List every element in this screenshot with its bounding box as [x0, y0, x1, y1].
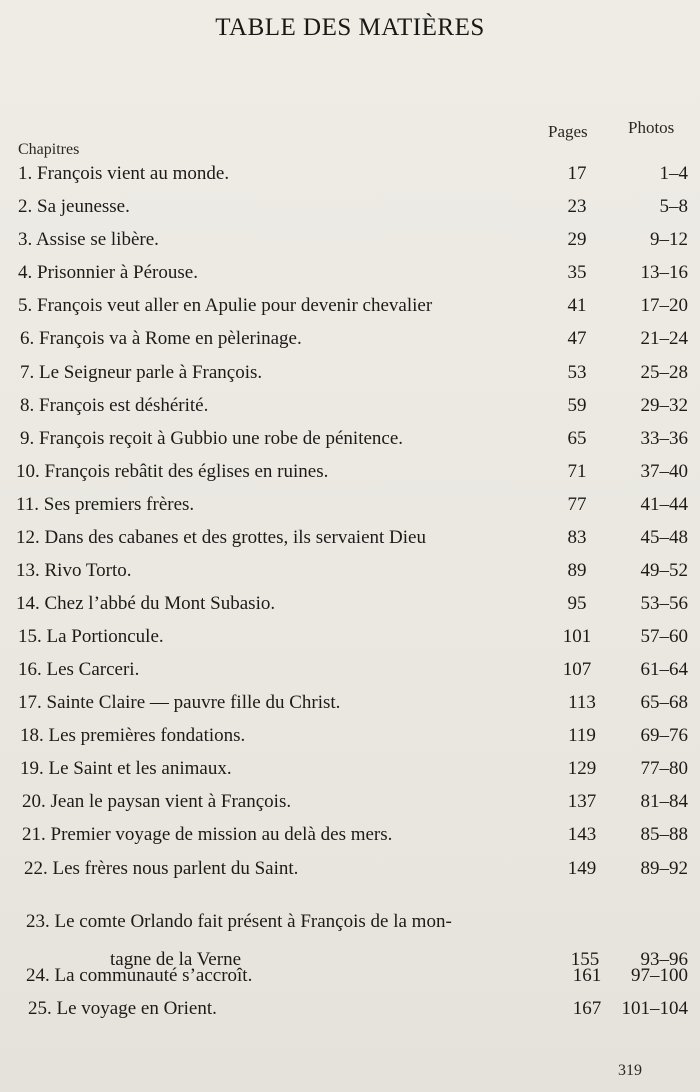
photos-ref: 97–100	[631, 965, 688, 986]
page-ref: 101	[562, 626, 592, 647]
chapter-title	[18, 659, 139, 681]
chapter-title	[18, 692, 340, 714]
chapter-number: 5.	[18, 295, 33, 316]
chapter-title	[20, 428, 403, 450]
chapter-text: Le voyage en Orient.	[56, 998, 217, 1019]
toc-entry	[0, 593, 700, 623]
photos-ref: 17–20	[640, 295, 688, 316]
chapter-title	[16, 494, 194, 516]
chapter-title	[18, 229, 159, 251]
photos-ref: 85–88	[640, 824, 688, 845]
page-ref: 53	[567, 362, 587, 383]
chapter-title	[20, 362, 262, 384]
toc-entry	[0, 428, 700, 458]
page-ref: 23	[567, 196, 587, 217]
chapter-title	[18, 262, 198, 284]
page-ref: 137	[567, 791, 597, 812]
photos-ref: 21–24	[640, 328, 688, 349]
chapter-text: Jean le paysan vient à François.	[50, 791, 292, 812]
page-ref: 35	[567, 262, 587, 283]
chapter-number: 10.	[16, 461, 40, 482]
page-ref: 83	[567, 527, 587, 548]
page-title: TABLE DES MATIÈRES	[215, 14, 485, 41]
chapter-number: 16.	[18, 659, 42, 680]
chapter-number: 7.	[20, 362, 35, 383]
chapter-number: 12.	[16, 527, 40, 548]
page-ref: 107	[562, 659, 592, 680]
toc-entry	[0, 626, 700, 656]
chapter-text: Les premières fondations.	[48, 725, 246, 746]
photos-ref: 45–48	[640, 527, 688, 548]
chapter-title	[18, 626, 164, 648]
chapter-title	[24, 858, 298, 880]
chapter-number: 24.	[26, 965, 50, 986]
page-ref: 167	[572, 998, 602, 1019]
chapter-number: 9.	[20, 428, 35, 449]
photos-ref: 49–52	[640, 560, 688, 581]
chapter-title	[16, 593, 275, 615]
toc-entry	[0, 395, 700, 425]
header-pages: Pages	[548, 122, 588, 141]
chapter-text: Le Seigneur parle à François.	[39, 362, 263, 383]
page-ref: 77	[567, 494, 587, 515]
chapter-title	[20, 328, 302, 350]
toc-entry	[0, 998, 700, 1028]
chapter-text: La communauté s’accroît.	[54, 965, 253, 986]
chapter-text: Sa jeunesse.	[37, 196, 130, 217]
toc-entry	[0, 163, 700, 193]
chapter-title	[26, 965, 252, 987]
page-ref: 113	[568, 692, 596, 713]
chapter-text: Premier voyage de mission au delà des mers.	[50, 824, 393, 845]
chapter-title	[16, 560, 132, 582]
page-ref: 119	[568, 725, 596, 746]
chapter-text: Le comte Orlando fait présent à François de la mon-	[54, 911, 452, 932]
chapter-number: 25.	[28, 998, 52, 1019]
chapter-text: Assise se libère.	[35, 229, 159, 250]
toc-entry	[0, 295, 700, 325]
page-ref: 29	[567, 229, 587, 250]
page-ref: 41	[567, 295, 587, 316]
chapter-title	[22, 824, 392, 846]
chapter-number: 2.	[18, 196, 33, 217]
page-ref: 95	[567, 593, 587, 614]
chapter-title	[20, 758, 232, 780]
chapter-text: François vient au monde.	[37, 163, 230, 184]
chapter-text: Rivo Torto.	[44, 560, 132, 581]
photos-ref: 101–104	[621, 998, 688, 1019]
photos-ref: 89–92	[640, 858, 688, 879]
chapter-text: Prisonnier à Pérouse.	[37, 262, 198, 283]
page-ref: 89	[567, 560, 587, 581]
photos-ref: 41–44	[640, 494, 688, 515]
page-ref: 65	[567, 428, 587, 449]
toc-entry	[0, 328, 700, 358]
chapter-number: 15.	[18, 626, 42, 647]
photos-ref: 77–80	[640, 758, 688, 779]
chapter-number: 8.	[20, 395, 35, 416]
chapter-title	[22, 791, 291, 813]
chapter-title	[20, 725, 245, 747]
toc-entry	[0, 229, 700, 259]
chapter-text: Le Saint et les animaux.	[48, 758, 232, 779]
chapter-text-continuation: tagne de la Verne	[110, 949, 242, 970]
photos-ref: 65–68	[640, 692, 688, 713]
page-ref: 47	[567, 328, 587, 349]
toc-entry	[0, 362, 700, 392]
toc-entry	[0, 758, 700, 788]
chapter-title	[18, 163, 229, 185]
toc-entry	[0, 527, 700, 557]
photos-ref: 5–8	[659, 196, 688, 217]
photos-ref: 81–84	[640, 791, 688, 812]
chapter-number: 17.	[18, 692, 42, 713]
toc-entry	[0, 791, 700, 821]
page-ref: 155	[570, 949, 600, 970]
chapter-title	[16, 461, 328, 483]
chapter-text: François va à Rome en pèlerinage.	[39, 328, 302, 349]
photos-ref: 33–36	[640, 428, 688, 449]
chapter-number: 22.	[24, 858, 48, 879]
chapter-number: 18.	[20, 725, 44, 746]
photos-ref: 53–56	[640, 593, 688, 614]
chapter-title	[18, 295, 432, 317]
toc-entry	[0, 196, 700, 226]
chapter-text: Chez l’abbé du Mont Subasio.	[44, 593, 276, 614]
page-ref: 71	[567, 461, 587, 482]
chapter-text: Les frères nous parlent du Saint.	[52, 858, 299, 879]
photos-ref: 1–4	[659, 163, 688, 184]
chapter-number: 6.	[20, 328, 35, 349]
page-ref: 129	[567, 758, 597, 779]
chapter-number: 23.	[26, 911, 50, 932]
page-ref: 161	[572, 965, 602, 986]
chapter-number: 4.	[18, 262, 33, 283]
page-ref: 59	[567, 395, 587, 416]
chapter-title	[16, 527, 426, 549]
toc-entry	[0, 824, 700, 854]
chapter-number: 13.	[16, 560, 40, 581]
chapter-number: 20.	[22, 791, 46, 812]
chapter-text: François veut aller en Apulie pour devenir chevalier	[37, 295, 433, 316]
chapter-number: 11.	[16, 494, 40, 515]
page-number: 319	[618, 1062, 642, 1079]
chapter-text: Sainte Claire — pauvre fille du Christ.	[46, 692, 341, 713]
toc-entry	[0, 494, 700, 524]
chapter-title	[26, 911, 452, 933]
toc-entry	[0, 692, 700, 722]
photos-ref: 37–40	[640, 461, 688, 482]
chapter-text: Dans des cabanes et des grottes, ils servaient Dieu	[44, 527, 426, 548]
toc-entry	[0, 858, 700, 888]
toc-entry	[0, 659, 700, 689]
photos-ref: 9–12	[650, 229, 688, 250]
photos-ref: 93–96	[640, 949, 688, 970]
toc-entry	[0, 725, 700, 755]
chapter-number: 19.	[20, 758, 44, 779]
chapter-text: François rebâtit des églises en ruines.	[44, 461, 329, 482]
chapter-text: La Portioncule.	[46, 626, 164, 647]
header-chapters: Chapitres	[18, 141, 80, 158]
toc-entry	[0, 262, 700, 292]
chapter-text: François est déshérité.	[39, 395, 209, 416]
photos-ref: 25–28	[640, 362, 688, 383]
chapter-number: 1.	[18, 163, 33, 184]
toc-entry	[0, 461, 700, 491]
page-ref: 143	[567, 824, 597, 845]
page-ref: 149	[567, 858, 597, 879]
chapter-number: 14.	[16, 593, 40, 614]
toc-entry	[0, 911, 700, 970]
chapter-title	[20, 395, 208, 417]
chapter-number: 21.	[22, 824, 46, 845]
chapter-title	[18, 196, 130, 218]
photos-ref: 57–60	[640, 626, 688, 647]
photos-ref: 61–64	[640, 659, 688, 680]
photos-ref: 13–16	[640, 262, 688, 283]
toc-entry	[0, 965, 700, 995]
photos-ref: 29–32	[640, 395, 688, 416]
chapter-title	[28, 998, 217, 1020]
chapter-text: Les Carceri.	[46, 659, 140, 680]
chapter-number: 3.	[18, 229, 33, 250]
page-ref: 17	[567, 163, 587, 184]
header-photos: Photos	[628, 118, 675, 137]
chapter-text: Ses premiers frères.	[43, 494, 195, 515]
photos-ref: 69–76	[640, 725, 688, 746]
chapter-text: François reçoit à Gubbio une robe de pénitence.	[39, 428, 404, 449]
toc-entry	[0, 560, 700, 590]
